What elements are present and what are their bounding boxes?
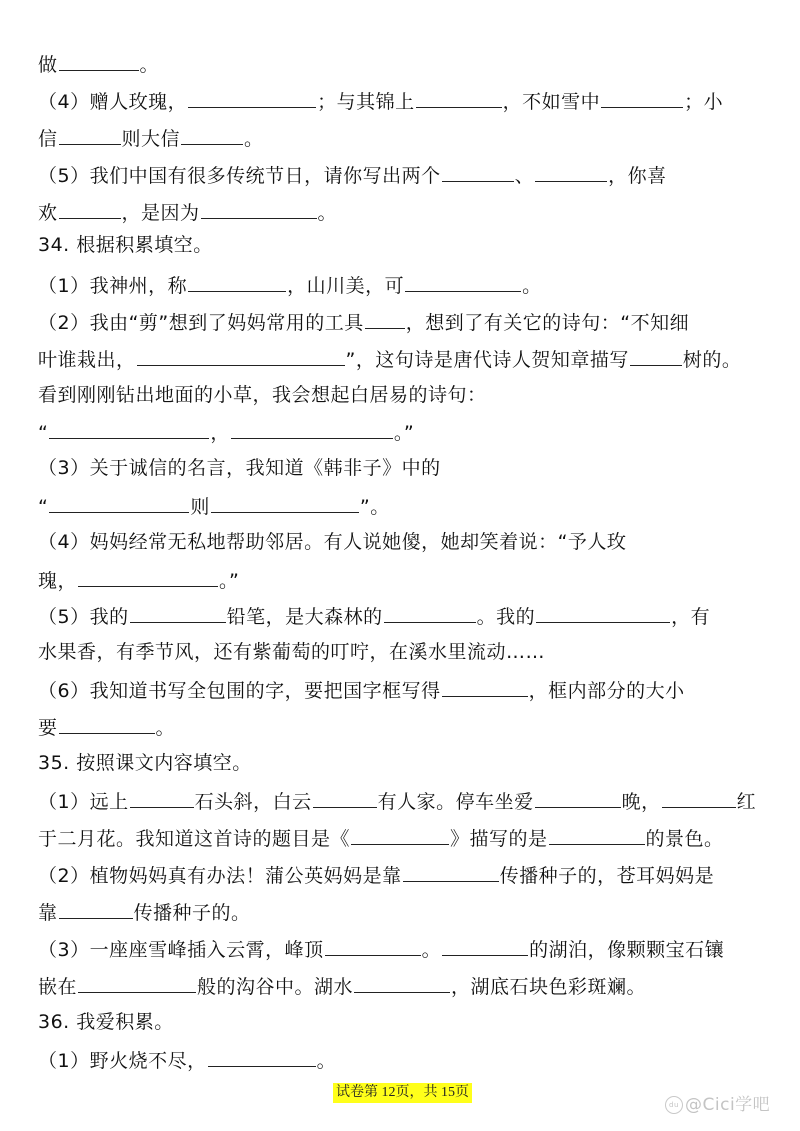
line-text: ，有 (671, 606, 711, 628)
line-text: 叶谁栽出， (38, 349, 136, 371)
fill-in-blank[interactable] (354, 972, 450, 993)
line-text: 。 (421, 939, 442, 961)
line-text: ，你喜 (608, 165, 667, 187)
line-text: 于二月花。我知道这首诗的题目是《 (38, 828, 351, 850)
line-text: 般的沟谷中。湖水 (197, 976, 354, 998)
line-text: 》描写的是 (450, 828, 548, 850)
line-text: ”。 (359, 496, 390, 518)
text-line (38, 492, 762, 520)
text-line (38, 787, 762, 815)
fill-in-blank[interactable] (403, 861, 499, 882)
fill-in-blank[interactable] (49, 492, 189, 513)
page-number-label: 试卷第 12页，共 15页 (333, 1083, 472, 1103)
fill-in-blank[interactable] (211, 492, 359, 513)
text-line (38, 345, 762, 373)
fill-in-blank[interactable] (601, 87, 683, 108)
fill-in-blank[interactable] (49, 418, 209, 439)
fill-in-blank[interactable] (405, 271, 521, 292)
text-line (38, 529, 762, 555)
fill-in-blank[interactable] (130, 602, 226, 623)
fill-in-blank[interactable] (201, 198, 317, 219)
text-line (38, 198, 762, 226)
fill-in-blank[interactable] (59, 898, 133, 919)
text-line (38, 898, 762, 926)
text-line (38, 972, 762, 1000)
line-text: （1）我神州，称 (38, 275, 188, 297)
line-text: （4）赠人玫瑰， (38, 91, 188, 113)
text-line (38, 1046, 762, 1074)
fill-in-blank[interactable] (137, 345, 345, 366)
line-text: （4）妈妈经常无私地帮助邻居。有人说她傻，她却笑着说：“予人玫 (38, 531, 627, 553)
line-text: 瑰， (38, 570, 78, 592)
line-text: 靠 (38, 902, 58, 924)
text-line (38, 824, 762, 852)
fill-in-blank[interactable] (59, 124, 121, 145)
watermark-text: @Cici学吧 (685, 1095, 771, 1115)
line-text: “ (38, 422, 49, 444)
text-line (38, 639, 762, 665)
line-text: ，山川美，可 (287, 275, 405, 297)
fill-in-blank[interactable] (59, 50, 139, 71)
line-text: 嵌在 (38, 976, 78, 998)
line-text: 、 (514, 165, 535, 187)
fill-in-blank[interactable] (442, 676, 528, 697)
line-text: 树的。 (682, 349, 742, 371)
text-line (38, 1009, 762, 1035)
line-text: （1）野火烧不尽， (38, 1050, 207, 1072)
line-text: ，是因为 (121, 202, 200, 224)
text-line (38, 713, 762, 741)
fill-in-blank[interactable] (181, 124, 243, 145)
line-text: 信 (38, 128, 58, 150)
fill-in-blank[interactable] (313, 787, 377, 808)
fill-in-blank[interactable] (536, 602, 670, 623)
line-text: （2）我由“剪”想到了妈妈常用的工具 (38, 312, 364, 334)
line-text: 。 (317, 202, 338, 224)
line-text: （2）植物妈妈真有办法！蒲公英妈妈是靠 (38, 865, 402, 887)
line-text: 。我的 (476, 606, 536, 628)
fill-in-blank[interactable] (351, 824, 449, 845)
line-text: （5）我的 (38, 606, 129, 628)
fill-in-blank[interactable] (416, 87, 502, 108)
fill-in-blank[interactable] (188, 271, 286, 292)
line-text: ，框内部分的大小 (528, 680, 685, 702)
paw-icon: du (665, 1096, 683, 1114)
text-line (38, 50, 762, 78)
text-line (38, 382, 762, 408)
fill-in-blank[interactable] (442, 935, 528, 956)
fill-in-blank[interactable] (535, 161, 607, 182)
text-line (38, 676, 762, 704)
fill-in-blank[interactable] (535, 787, 621, 808)
fill-in-blank[interactable] (630, 345, 682, 366)
text-line (38, 124, 762, 152)
line-text: （5）我们中国有很多传统节日，请你写出两个 (38, 165, 441, 187)
line-text: 34. 根据积累填空。 (38, 234, 213, 256)
text-line (38, 418, 762, 446)
fill-in-blank[interactable] (549, 824, 645, 845)
text-line (38, 161, 762, 189)
line-text: ，想到了有关它的诗句：“不知细 (405, 312, 690, 334)
fill-in-blank[interactable] (130, 787, 194, 808)
line-text: 。 (522, 275, 542, 297)
line-text: 。 (155, 717, 176, 739)
line-text: 35. 按照课文内容填空。 (38, 752, 252, 774)
line-text: 。” (393, 422, 415, 444)
line-text: 36. 我爱积累。 (38, 1011, 174, 1033)
text-line (38, 455, 762, 481)
text-line (38, 87, 762, 115)
fill-in-blank[interactable] (365, 308, 405, 329)
text-line (38, 935, 762, 963)
line-text: 则 (190, 496, 210, 518)
line-text: 石头斜，白云 (194, 791, 312, 813)
line-text: （3）一座座雪峰插入云霄，峰顶 (38, 939, 324, 961)
text-line (38, 308, 762, 336)
fill-in-blank[interactable] (59, 713, 155, 734)
line-text: ；与其锦上 (317, 91, 415, 113)
line-text: 看到刚刚钻出地面的小草，我会想起白居易的诗句： (38, 384, 487, 406)
line-text: 。 (244, 128, 264, 150)
line-text: 传播种子的，苍耳妈妈是 (499, 865, 715, 887)
text-line (38, 750, 762, 776)
line-text: 的湖泊，像颗颗宝石镶 (529, 939, 725, 961)
fill-in-blank[interactable] (325, 935, 421, 956)
text-line (38, 271, 762, 299)
fill-in-blank[interactable] (231, 418, 393, 439)
line-text: 。 (316, 1050, 337, 1072)
watermark (665, 1090, 770, 1115)
line-text: 水果香，有季节风，还有紫葡萄的叮咛，在溪水里流动…… (38, 641, 546, 663)
line-text: （3）关于诚信的名言，我知道《韩非子》中的 (38, 457, 441, 479)
fill-in-blank[interactable] (208, 1046, 316, 1067)
line-text: ，湖底石块色彩斑斓。 (451, 976, 647, 998)
fill-in-blank[interactable] (384, 602, 476, 623)
fill-in-blank[interactable] (78, 566, 218, 587)
line-text: ；小 (684, 91, 724, 113)
line-text: 的景色。 (645, 828, 724, 850)
fill-in-blank[interactable] (59, 198, 121, 219)
line-text: “ (38, 496, 49, 518)
line-text: 。 (139, 54, 160, 76)
text-line (38, 861, 762, 889)
line-text: ”，这句诗是唐代诗人贺知章描写 (345, 349, 629, 371)
fill-in-blank[interactable] (188, 87, 316, 108)
line-text: ， (210, 422, 230, 444)
fill-in-blank[interactable] (442, 161, 514, 182)
line-text: 要 (38, 717, 58, 739)
line-text: （1）远上 (38, 791, 129, 813)
line-text: 欢 (38, 202, 58, 224)
line-text: 。” (219, 570, 240, 592)
line-text: 则大信 (121, 128, 181, 150)
line-text: 有人家。停车坐爱 (377, 791, 534, 813)
line-text: 红 (736, 791, 757, 813)
fill-in-blank[interactable] (78, 972, 196, 993)
line-text: 做 (38, 54, 58, 76)
line-text: 传播种子的。 (133, 902, 251, 924)
fill-in-blank[interactable] (662, 787, 736, 808)
text-line (38, 602, 762, 630)
line-text: （6）我知道书写全包围的字，要把国字框写得 (38, 680, 441, 702)
text-line (38, 232, 762, 258)
text-line (38, 566, 762, 594)
line-text: ，不如雪中 (502, 91, 601, 113)
line-text: 铅笔，是大森林的 (226, 606, 383, 628)
line-text: 晚， (621, 791, 661, 813)
